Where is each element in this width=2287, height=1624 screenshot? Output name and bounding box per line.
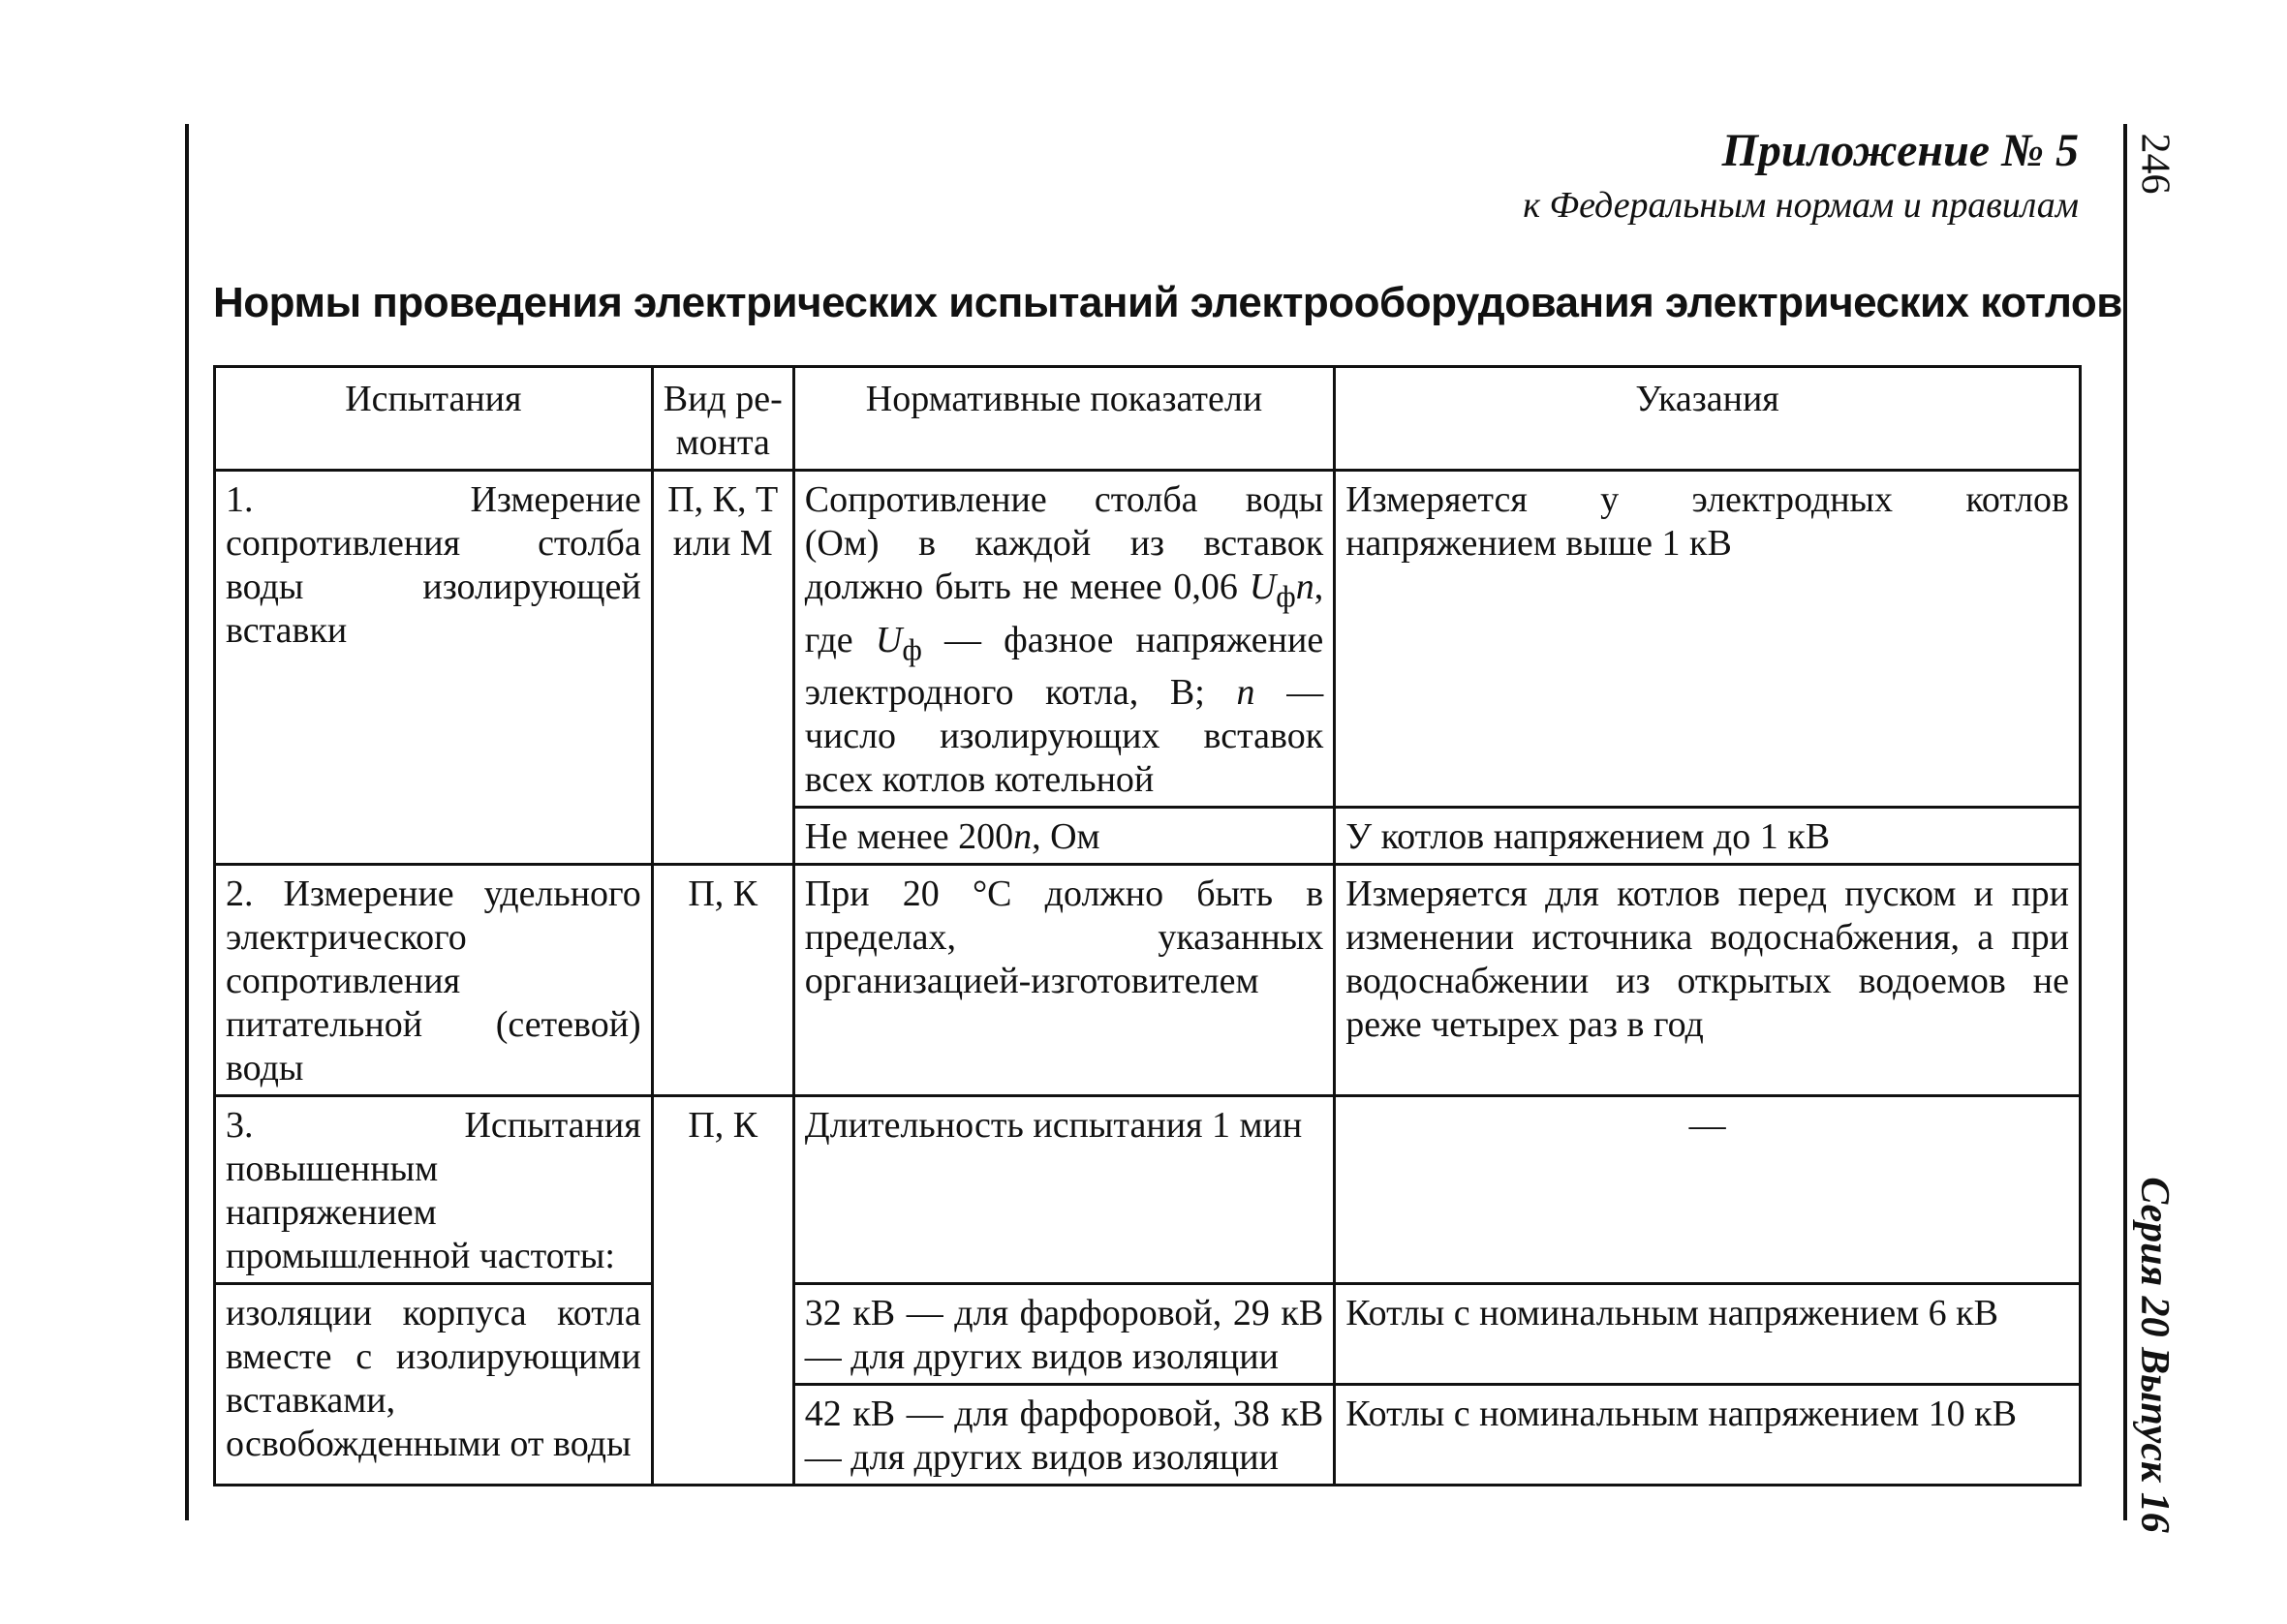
subscript-f: ф bbox=[902, 632, 922, 667]
header-tests: Испытания bbox=[215, 367, 653, 471]
header-repair-type-text: Вид ре-монта bbox=[663, 379, 783, 463]
row1-norm-a bbox=[793, 471, 1334, 808]
row3-instr: — bbox=[1335, 1096, 2081, 1284]
table-row bbox=[215, 471, 2081, 808]
subscript-f: ф bbox=[1276, 579, 1296, 614]
document-title: Нормы проведения электрических испытаний электрооборудования электрических котлов bbox=[213, 279, 2122, 326]
var-n: n bbox=[1236, 672, 1255, 714]
row1-norm-b-pre: Не менее 200 bbox=[804, 816, 1014, 858]
var-n: n bbox=[1295, 567, 1314, 607]
table-row bbox=[215, 1284, 2081, 1385]
row3-repair: П, К bbox=[652, 1096, 793, 1486]
row1-norm-a-mid: , где bbox=[804, 567, 1324, 660]
norms-table bbox=[213, 365, 2082, 1486]
row3-instr-6kv: Котлы с номинальным напряжением 6 кВ bbox=[1335, 1284, 2081, 1385]
row1-instr-b: У котлов напряжением до 1 кВ bbox=[1335, 808, 2081, 865]
appendix-title: Приложение № 5 bbox=[1721, 125, 2079, 176]
header-norms: Нормативные показатели bbox=[793, 367, 1334, 471]
row2-norm: При 20 °С должно быть в пределах, указанных организацией-изготовителем bbox=[793, 865, 1334, 1096]
table-row bbox=[215, 865, 2081, 1096]
series-text: Серия 20 Выпуск 16 bbox=[2132, 1177, 2177, 1533]
row3-instr-10kv: Котлы с номинальным напряжением 10 кВ bbox=[1335, 1385, 2081, 1486]
table-header-row bbox=[215, 367, 2081, 471]
header-repair-type bbox=[652, 367, 793, 471]
row3-norm: Длительность испытания 1 мин bbox=[793, 1096, 1334, 1284]
row1-norm-b bbox=[793, 808, 1334, 865]
header-instructions: Указания bbox=[1335, 367, 2081, 471]
series-label bbox=[2127, 1177, 2181, 1533]
appendix-subtitle: к Федеральным нормам и правилам bbox=[1523, 185, 2079, 226]
page-number bbox=[2131, 129, 2178, 199]
row1-repair: П, К, Т или М bbox=[652, 471, 793, 865]
page-left-rule bbox=[185, 124, 189, 1520]
row3-test: 3. Испытания повышенным напряжением промышленной частоты: bbox=[215, 1096, 653, 1284]
table-row bbox=[215, 1096, 2081, 1284]
page-number-text: 246 bbox=[2132, 133, 2177, 195]
row3-sub-test: изоляции корпуса котла вместе с изолирующими вставками, освобожденными от воды bbox=[215, 1284, 653, 1486]
var-u: U bbox=[1249, 567, 1277, 607]
row2-repair: П, К bbox=[652, 865, 793, 1096]
row1-instr-a: Измеряется у электродных котлов напряжением выше 1 кВ bbox=[1335, 471, 2081, 808]
row3-norm-10kv: 42 кВ — для фарфоровой, 38 кВ — для других видов изоляции bbox=[793, 1385, 1334, 1486]
row1-norm-a-text: Сопротивление столба воды (Ом) в каждой из вставок должно быть не менее 0,06 bbox=[804, 479, 1324, 607]
var-n: n bbox=[1013, 816, 1033, 858]
var-u: U bbox=[875, 619, 903, 660]
row1-test: 1. Измерение сопротивления столба воды изолирующей вставки bbox=[215, 471, 653, 865]
row1-norm-b-post: , Ом bbox=[1032, 816, 1100, 858]
row1-norm-a-mid2: — фазное напряжение электродного котла, В; bbox=[804, 619, 1324, 714]
row2-test: 2. Измерение удельного электрического сопротивления питательной (сетевой) воды bbox=[215, 865, 653, 1096]
row3-norm-6kv: 32 кВ — для фарфоровой, 29 кВ — для других видов изоляции bbox=[793, 1284, 1334, 1385]
row2-instr: Измеряется для котлов перед пуском и при изменении источника водоснабжения, а при водоснабжении из открытых водоемов не реже четырех раз в год bbox=[1335, 865, 2081, 1096]
row1-norm-a-post: — число изолирующих вставок всех котлов котельной bbox=[804, 672, 1324, 801]
